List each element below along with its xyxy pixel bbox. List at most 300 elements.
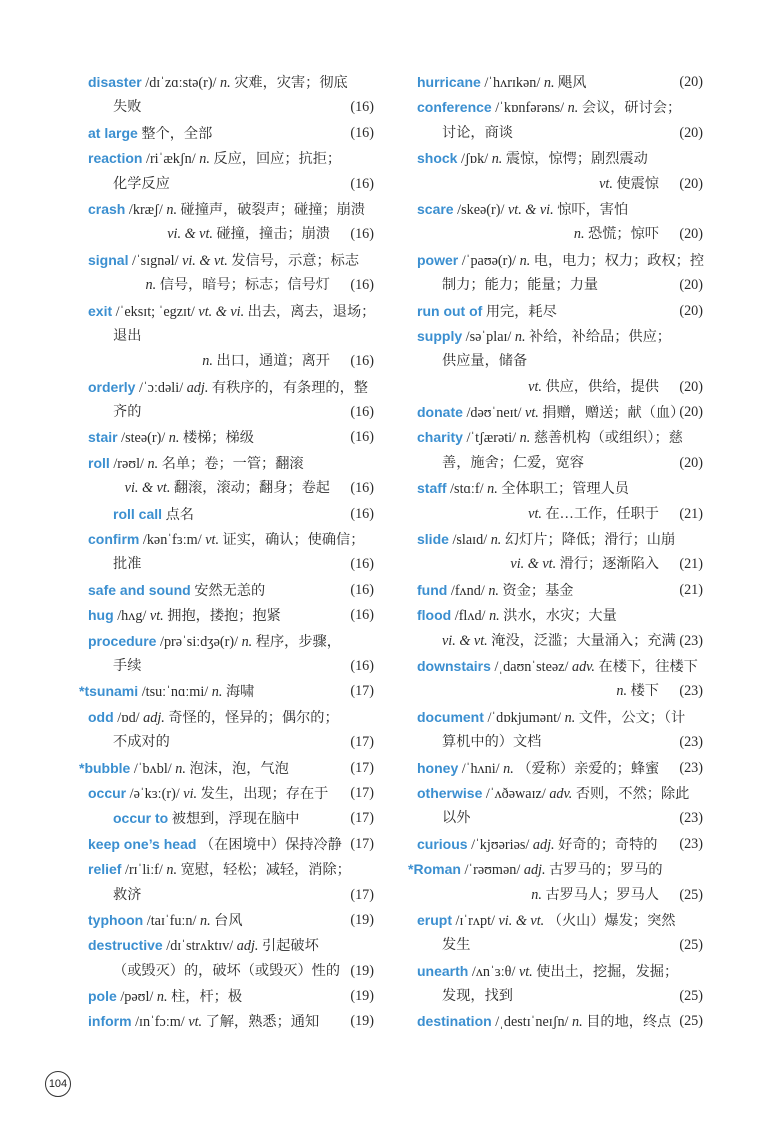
headword bbox=[113, 506, 162, 522]
part-of-speech: n. bbox=[168, 430, 180, 447]
headword bbox=[417, 404, 463, 420]
headword bbox=[417, 963, 468, 979]
definition: 柱，杆；极 bbox=[171, 989, 243, 1006]
headword-text: keep one’s head bbox=[88, 835, 197, 852]
vocab-line bbox=[417, 476, 703, 501]
headword-text: roll call bbox=[113, 505, 163, 522]
vocab-line bbox=[88, 324, 374, 349]
part-of-speech: vi. & vt. bbox=[442, 632, 488, 649]
definition: 楼下 bbox=[630, 683, 659, 700]
headword-text: unearth bbox=[417, 962, 469, 979]
vocab-line bbox=[88, 248, 374, 273]
vocab-line bbox=[88, 984, 374, 1009]
vocab-line bbox=[417, 883, 703, 908]
definition: 震惊，惊愕；剧烈震动 bbox=[505, 151, 648, 168]
part-of-speech: vi. & vt. bbox=[124, 480, 171, 497]
headword bbox=[88, 633, 156, 649]
definition: 惊吓，害怕 bbox=[557, 201, 629, 218]
definition: 碰撞声，破裂声；碰撞；崩溃 bbox=[180, 201, 365, 218]
definition: 供应量，储备 bbox=[442, 353, 528, 370]
part-of-speech: vt. bbox=[525, 405, 539, 422]
vocab-line bbox=[88, 197, 374, 222]
headword bbox=[417, 74, 481, 90]
vocab-line bbox=[88, 781, 374, 806]
headword bbox=[417, 429, 463, 445]
definition: 名单；卷；一管；翻滚 bbox=[161, 455, 304, 472]
vocab-line bbox=[88, 603, 374, 628]
vocab-line bbox=[88, 146, 374, 171]
vocab-line bbox=[417, 172, 703, 197]
vocab-line bbox=[88, 451, 374, 476]
headword-text: orderly bbox=[88, 378, 136, 395]
phonetic: /flʌd/ bbox=[454, 608, 486, 625]
vocab-line bbox=[417, 146, 703, 171]
definition: （在困境中）保持冷静 bbox=[199, 836, 342, 853]
vocab-line bbox=[88, 70, 374, 95]
phonetic: /ˌdaʊnˈsteəz/ bbox=[494, 658, 569, 675]
part-of-speech: adv. bbox=[571, 658, 595, 675]
part-of-speech: n. bbox=[145, 277, 157, 294]
headword-text: fund bbox=[417, 581, 448, 598]
headword bbox=[88, 531, 139, 547]
page-reference: (16) bbox=[350, 277, 374, 294]
headword bbox=[113, 810, 168, 826]
phonetic: /ˌdestɪˈneɪʃn/ bbox=[495, 1014, 569, 1031]
definition: 发生 bbox=[442, 937, 471, 954]
vocab-line bbox=[417, 959, 703, 984]
definition: 海啸 bbox=[225, 684, 255, 701]
definition: 会议，研讨会； bbox=[581, 100, 682, 117]
headword bbox=[408, 861, 461, 877]
headword-text: occur to bbox=[113, 810, 169, 827]
part-of-speech: vi. & vt. bbox=[510, 556, 557, 573]
vocab-line bbox=[88, 172, 374, 197]
headword-text: document bbox=[417, 708, 484, 725]
definition: （爱称）亲爱的；蜂蜜 bbox=[517, 760, 660, 777]
phonetic: /ˈhʌni/ bbox=[461, 760, 500, 777]
part-of-speech: adj. bbox=[236, 938, 259, 955]
part-of-speech: n. bbox=[175, 760, 186, 777]
page-reference: (19) bbox=[350, 988, 374, 1005]
vocab-line bbox=[417, 603, 703, 628]
headword bbox=[417, 709, 484, 725]
vocab-line bbox=[88, 730, 374, 755]
definition: 捐赠，赠送；献（血） bbox=[542, 405, 685, 422]
definition: 楼梯；梯级 bbox=[182, 430, 254, 447]
phonetic: /ˈkjʊəriəs/ bbox=[471, 836, 530, 853]
vocab-line bbox=[417, 349, 703, 374]
phonetic: /ˈɔːdəli/ bbox=[139, 379, 184, 396]
phonetic: /ʃɒk/ bbox=[461, 151, 489, 168]
page-reference: (17) bbox=[350, 759, 374, 776]
part-of-speech: vt. bbox=[518, 963, 533, 980]
definition: 齐的 bbox=[113, 404, 142, 421]
page-reference: (21) bbox=[679, 556, 703, 573]
phonetic: /kənˈfɜːm/ bbox=[142, 532, 202, 549]
definition: 恐慌；惊吓 bbox=[588, 226, 659, 243]
headword-text: inform bbox=[88, 1013, 132, 1030]
part-of-speech: n. bbox=[202, 353, 213, 370]
part-of-speech: vi. bbox=[183, 785, 198, 802]
definition: 程序，步骤， bbox=[255, 633, 341, 650]
vocab-line bbox=[417, 222, 703, 247]
page-reference: (25) bbox=[679, 886, 703, 903]
part-of-speech: adj. bbox=[523, 862, 546, 879]
definition: 以外 bbox=[442, 810, 471, 827]
vocab-line bbox=[88, 273, 374, 298]
definition: 电，电力；权力；政权；控 bbox=[533, 252, 705, 269]
definition: 善，施舍；仁爱，宽容 bbox=[442, 454, 584, 471]
headword-text: donate bbox=[417, 404, 463, 421]
part-of-speech: n. bbox=[487, 481, 498, 498]
definition: 讨论，商谈 bbox=[442, 124, 513, 141]
part-of-speech: n. bbox=[211, 684, 223, 701]
definition: 出去，离去，退场； bbox=[247, 303, 376, 320]
page-reference: (25) bbox=[679, 937, 703, 954]
page-reference: (16) bbox=[350, 480, 374, 497]
part-of-speech: vt. & vi. bbox=[507, 201, 554, 218]
vocab-line bbox=[417, 933, 703, 958]
page-reference: (16) bbox=[350, 657, 374, 674]
page-reference: (16) bbox=[350, 505, 374, 522]
part-of-speech: vt. bbox=[528, 378, 542, 395]
vocab-line bbox=[88, 1009, 374, 1034]
headword bbox=[88, 912, 143, 928]
vocab-line bbox=[88, 121, 374, 146]
part-of-speech: n. bbox=[573, 226, 585, 243]
headword bbox=[88, 125, 138, 141]
definition: 发生，出现；存在于 bbox=[200, 785, 329, 802]
definition: 供应，供给，提供 bbox=[545, 378, 659, 395]
phonetic: /ˈbʌbl/ bbox=[133, 760, 172, 777]
vocab-line bbox=[417, 578, 703, 603]
page-number-badge: 104 bbox=[45, 1071, 71, 1097]
page-reference: (20) bbox=[679, 277, 703, 294]
definition: 了解，熟悉；通知 bbox=[205, 1014, 320, 1031]
page-reference: (16) bbox=[350, 404, 374, 421]
definition: 在楼下，往楼下 bbox=[598, 658, 698, 675]
headword bbox=[88, 607, 114, 623]
vocab-line bbox=[417, 908, 703, 933]
part-of-speech: vt. & vi. bbox=[198, 303, 245, 320]
headword bbox=[88, 988, 117, 1004]
vocab-line bbox=[88, 629, 374, 654]
vocab-line bbox=[88, 299, 374, 324]
part-of-speech: n. bbox=[156, 989, 168, 1006]
part-of-speech: vt. bbox=[599, 175, 613, 192]
headword-text: tsunami bbox=[84, 683, 139, 700]
page-reference: (17) bbox=[350, 734, 374, 751]
phonetic: /ɪnˈfɔːm/ bbox=[135, 1014, 185, 1031]
part-of-speech: vi. & vt. bbox=[498, 912, 545, 929]
page-reference: (19) bbox=[350, 1013, 374, 1030]
phonetic: /ʌnˈɜːθ/ bbox=[471, 963, 516, 980]
page-reference: (23) bbox=[679, 734, 703, 751]
definition: 宽慰，轻松；减轻，消除； bbox=[180, 862, 351, 879]
vocab-line bbox=[417, 375, 703, 400]
phonetic: /stɑːf/ bbox=[450, 481, 484, 498]
headword bbox=[88, 150, 142, 166]
headword-text: at large bbox=[88, 124, 138, 141]
part-of-speech: n. bbox=[147, 455, 159, 472]
headword-text: odd bbox=[88, 708, 114, 725]
phonetic: /ˈhʌrɪkən/ bbox=[484, 75, 541, 91]
headword-text: shock bbox=[417, 150, 458, 167]
headword-text: honey bbox=[417, 759, 459, 776]
headword bbox=[417, 836, 468, 852]
headword-text: stair bbox=[88, 429, 118, 446]
phonetic: /rɪˈliːf/ bbox=[125, 862, 163, 879]
phonetic: /əˈkɜː(r)/ bbox=[129, 785, 180, 802]
definition: （或毁灭）的，破坏（或毁灭）性的 bbox=[113, 962, 341, 979]
vocab-line bbox=[88, 375, 374, 400]
definition: 点名 bbox=[165, 506, 194, 523]
phonetic: /ˈtʃærəti/ bbox=[466, 430, 517, 447]
headword-text: hurricane bbox=[417, 74, 481, 90]
headword bbox=[417, 785, 482, 801]
definition: 出口，通道；离开 bbox=[216, 353, 330, 370]
vocab-line bbox=[417, 654, 703, 679]
definition: 全体职工；管理人员 bbox=[501, 481, 629, 498]
phonetic: /pəʊl/ bbox=[120, 989, 154, 1006]
vocab-line bbox=[417, 400, 703, 425]
vocab-line bbox=[417, 705, 703, 730]
vocab-line bbox=[88, 806, 374, 831]
headword bbox=[417, 582, 447, 598]
headword-text: roll bbox=[88, 454, 110, 471]
page-reference: (20) bbox=[679, 454, 703, 471]
headword bbox=[88, 582, 191, 598]
definition: （火山）爆发；突然 bbox=[547, 912, 676, 929]
definition: 好奇的；奇特的 bbox=[558, 836, 658, 853]
definition: 洪水，水灾；大量 bbox=[503, 608, 617, 625]
phonetic: /ˈdɒkjumənt/ bbox=[487, 709, 562, 726]
definition: 有秩序的，有条理的，整 bbox=[211, 379, 368, 396]
definition: 证实，确认；使确信； bbox=[222, 532, 365, 549]
definition: 灾难，灾害；彻底 bbox=[234, 75, 348, 91]
headword-text: crash bbox=[88, 200, 126, 217]
page-reference: (23) bbox=[679, 810, 703, 827]
definition: 文件，公文；（计 bbox=[578, 709, 686, 726]
definition: 奇怪的，怪异的；偶尔的； bbox=[168, 709, 339, 726]
headword bbox=[417, 607, 451, 623]
vocab-line bbox=[417, 95, 703, 120]
page-reference: (20) bbox=[679, 74, 703, 90]
headword-text: conference bbox=[417, 99, 492, 116]
headword-text: erupt bbox=[417, 911, 452, 928]
definition: 否则，不然；除此 bbox=[575, 785, 690, 802]
vocab-line bbox=[417, 806, 703, 831]
vocab-line bbox=[88, 908, 374, 933]
headword-text: typhoon bbox=[88, 911, 144, 928]
headword bbox=[88, 455, 110, 471]
page-reference: (16) bbox=[350, 124, 374, 141]
headword-text: safe and sound bbox=[88, 581, 191, 598]
vocab-line bbox=[417, 756, 703, 781]
definition: 用完，耗尽 bbox=[485, 303, 557, 320]
part-of-speech: adv. bbox=[549, 785, 573, 802]
definition: 不成对的 bbox=[113, 734, 170, 751]
vocab-line bbox=[417, 527, 703, 552]
headword bbox=[88, 252, 128, 268]
phonetic: /ˈpaʊə(r)/ bbox=[461, 252, 517, 269]
part-of-speech: n. bbox=[488, 582, 499, 599]
vocab-line bbox=[417, 629, 703, 654]
definition: 安然无恙的 bbox=[194, 582, 266, 599]
headword bbox=[417, 303, 482, 319]
headword-text: occur bbox=[88, 784, 127, 801]
part-of-speech: n. bbox=[519, 430, 531, 447]
headword-text: downstairs bbox=[417, 657, 491, 674]
vocab-line bbox=[88, 705, 374, 730]
phonetic: /prəˈsiːdʒə(r)/ bbox=[160, 633, 239, 650]
vocab-line bbox=[79, 756, 374, 781]
definition: 退出 bbox=[113, 327, 142, 344]
vocab-line bbox=[417, 197, 703, 222]
part-of-speech: adj. bbox=[186, 379, 209, 396]
definition: 手续 bbox=[113, 657, 142, 674]
definition: 引起破坏 bbox=[262, 938, 319, 955]
page-reference: (16) bbox=[350, 581, 374, 598]
headword bbox=[88, 861, 121, 877]
vocab-line bbox=[88, 857, 374, 882]
definition: 信号，暗号；标志；信号灯 bbox=[159, 277, 330, 294]
headword bbox=[417, 328, 462, 344]
definition: 幻灯片；降低；滑行；山崩 bbox=[504, 532, 676, 549]
vocab-line bbox=[88, 654, 374, 679]
definition: 翻滚，滚动；翻身；卷起 bbox=[173, 480, 330, 497]
vocab-line bbox=[88, 578, 374, 603]
vocab-line bbox=[417, 299, 703, 324]
vocab-line bbox=[88, 883, 374, 908]
definition: 发现，找到 bbox=[442, 988, 513, 1005]
phonetic: /tsuːˈnɑːmi/ bbox=[141, 684, 209, 701]
definition: 救济 bbox=[113, 886, 142, 903]
part-of-speech: n. bbox=[199, 912, 211, 929]
part-of-speech: n. bbox=[490, 532, 502, 549]
vocab-line bbox=[417, 502, 703, 527]
definition: 发信号，示意；标志 bbox=[231, 252, 360, 269]
headword-text: destructive bbox=[88, 937, 163, 954]
part-of-speech: n. bbox=[491, 151, 503, 168]
headword bbox=[417, 99, 492, 115]
page-reference: (16) bbox=[350, 353, 374, 370]
vocab-line bbox=[417, 730, 703, 755]
vocab-line bbox=[417, 984, 703, 1009]
vocab-line bbox=[417, 273, 703, 298]
headword-text: reaction bbox=[88, 150, 143, 167]
phonetic: /fʌnd/ bbox=[450, 582, 485, 599]
headword-text: scare bbox=[417, 200, 454, 217]
page-reference: (23) bbox=[679, 632, 703, 649]
definition: 滑行；逐渐陷入 bbox=[559, 556, 659, 573]
vocab-line bbox=[88, 400, 374, 425]
headword bbox=[417, 252, 458, 268]
vocab-line bbox=[88, 222, 374, 247]
page-reference: (16) bbox=[350, 226, 374, 243]
page-reference: (19) bbox=[350, 962, 374, 979]
headword bbox=[88, 201, 125, 217]
page-reference: (16) bbox=[350, 556, 374, 573]
definition: 补给，补给品；供应； bbox=[529, 328, 671, 345]
part-of-speech: n. bbox=[489, 608, 500, 625]
page-reference: (17) bbox=[350, 784, 374, 801]
headword-text: hug bbox=[88, 607, 114, 624]
page-reference: (17) bbox=[350, 886, 374, 903]
page-reference: (16) bbox=[350, 429, 374, 446]
vocab-line bbox=[417, 781, 703, 806]
page-reference: (20) bbox=[679, 175, 703, 192]
part-of-speech: vt. bbox=[528, 505, 542, 522]
headword-text: power bbox=[417, 251, 459, 268]
phonetic: /ˈsɪgnəl/ bbox=[132, 252, 179, 269]
page-reference: (16) bbox=[350, 607, 374, 624]
part-of-speech: vt. bbox=[205, 532, 219, 549]
page-reference: (23) bbox=[679, 835, 703, 852]
page-reference: (21) bbox=[679, 505, 703, 522]
definition: 失败 bbox=[113, 99, 142, 116]
part-of-speech: n. bbox=[241, 633, 253, 650]
part-of-speech: n. bbox=[503, 760, 514, 777]
phonetic: /hʌg/ bbox=[117, 608, 147, 625]
definition: 化学反应 bbox=[113, 175, 170, 192]
asterisk-marker: * bbox=[79, 759, 85, 776]
definition: 资金；基金 bbox=[502, 582, 574, 599]
vocab-line bbox=[417, 1009, 703, 1034]
phonetic: /ˈeksɪt; ˈegzɪt/ bbox=[115, 303, 195, 320]
part-of-speech: vt. bbox=[149, 608, 164, 625]
headword-text: exit bbox=[88, 302, 113, 319]
headword-text: pole bbox=[88, 988, 117, 1005]
vocab-line bbox=[417, 552, 703, 577]
page-reference: (23) bbox=[679, 683, 703, 700]
headword-text: destination bbox=[417, 1013, 492, 1030]
headword bbox=[88, 937, 163, 953]
page-reference: (25) bbox=[679, 988, 703, 1005]
vocab-line bbox=[408, 857, 703, 882]
definition: 碰撞，撞击；崩溃 bbox=[216, 226, 330, 243]
headword-text: Roman bbox=[413, 861, 461, 878]
page-reference: (17) bbox=[350, 810, 374, 827]
vocabulary-column-right bbox=[408, 70, 705, 1035]
phonetic: /səˈplaɪ/ bbox=[465, 328, 512, 345]
headword bbox=[88, 303, 112, 319]
headword-text: otherwise bbox=[417, 784, 483, 801]
headword-text: signal bbox=[88, 251, 129, 268]
part-of-speech: n. bbox=[519, 252, 531, 269]
phonetic: /kræʃ/ bbox=[128, 201, 163, 218]
page-reference: (17) bbox=[350, 683, 374, 700]
part-of-speech: n. bbox=[199, 151, 210, 168]
phonetic: /slaɪd/ bbox=[452, 532, 488, 549]
vocab-line bbox=[88, 832, 374, 857]
page-reference: (20) bbox=[679, 124, 703, 141]
headword bbox=[417, 150, 457, 166]
page-reference: (17) bbox=[350, 835, 374, 852]
definition: 使震惊 bbox=[616, 175, 659, 192]
page-reference: (25) bbox=[679, 1013, 703, 1030]
vocab-line bbox=[88, 349, 374, 374]
vocab-line bbox=[88, 552, 374, 577]
definition: 被想到，浮现在脑中 bbox=[171, 811, 300, 828]
part-of-speech: n. bbox=[531, 886, 542, 903]
vocab-line bbox=[88, 933, 374, 958]
vocab-line bbox=[88, 476, 374, 501]
part-of-speech: adj. bbox=[532, 836, 555, 853]
headword-text: confirm bbox=[88, 531, 140, 548]
headword bbox=[88, 785, 126, 801]
phonetic: /ˈkɒnfərəns/ bbox=[495, 100, 565, 117]
